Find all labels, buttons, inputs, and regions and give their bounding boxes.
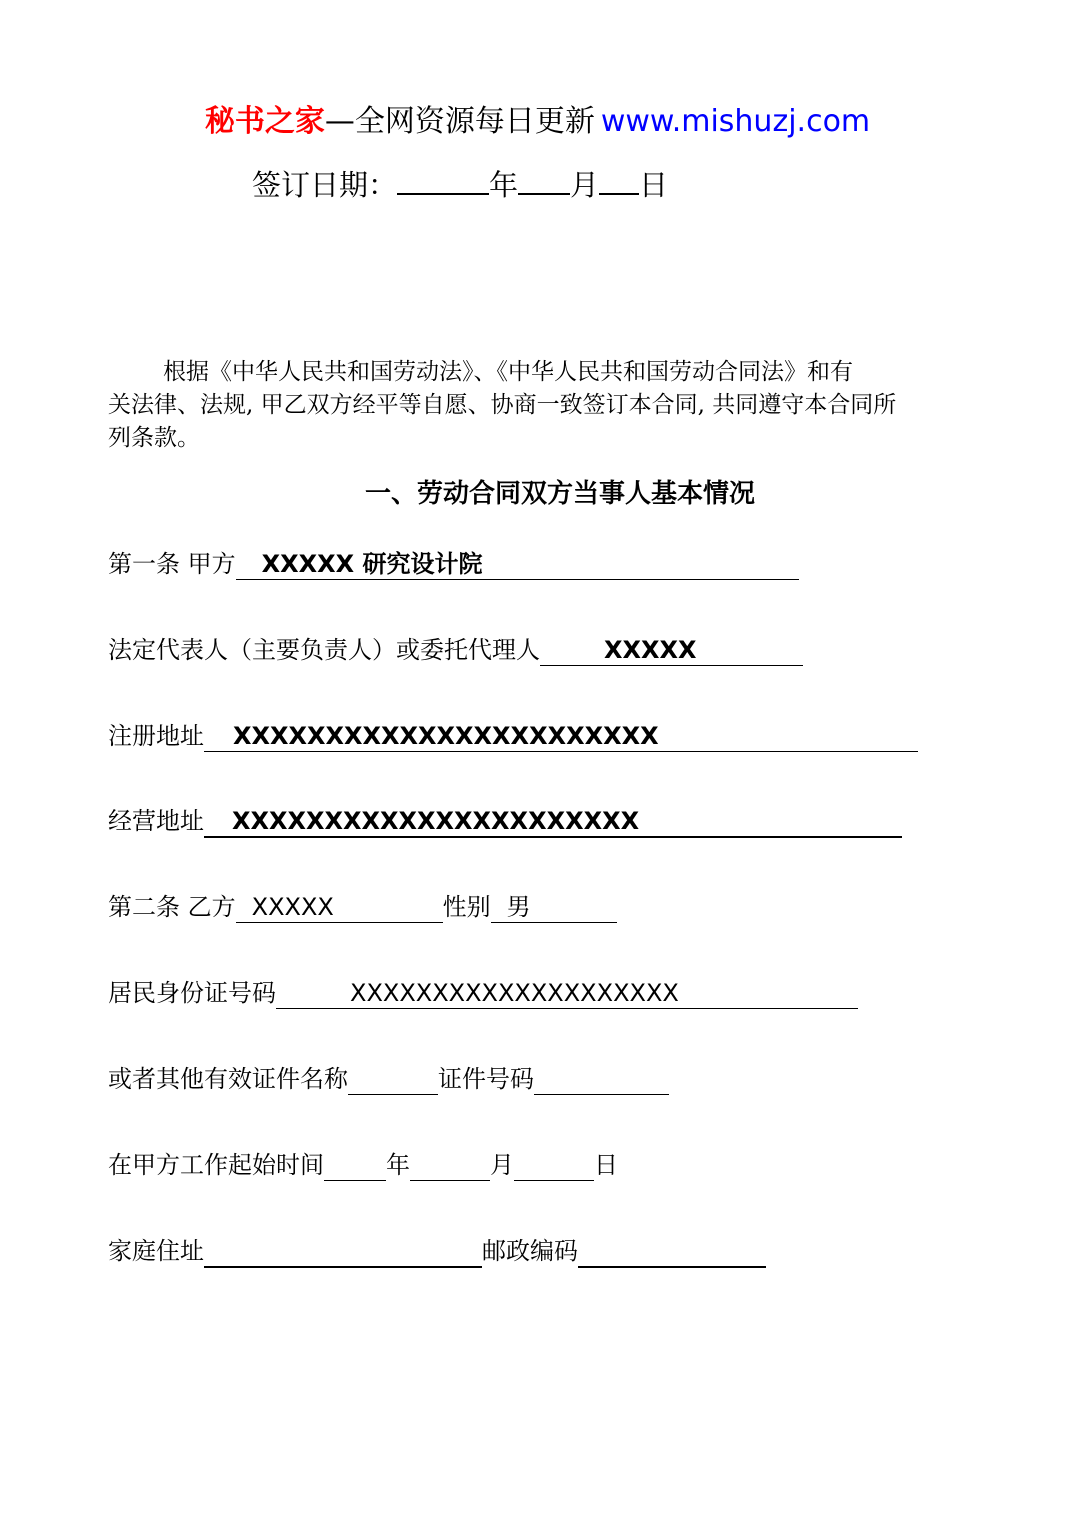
party-a-row: [108, 547, 799, 581]
intro-line: 列条款。: [108, 425, 200, 451]
start-date-month-label: 月: [490, 1151, 514, 1179]
start-date-year-label: 年: [386, 1151, 410, 1179]
party-a-value: XXXXX 研究设计院: [261, 550, 483, 578]
party-b-value: XXXXX: [251, 893, 334, 921]
sign-date: [252, 163, 668, 206]
website-link[interactable]: www.mishuzj.com: [600, 104, 871, 139]
site-header: [0, 100, 1075, 144]
start-date-day-field[interactable]: [514, 1148, 594, 1181]
start-date-label: 在甲方工作起始时间: [108, 1151, 324, 1179]
home-address-row: [108, 1234, 766, 1268]
sign-date-month-blank[interactable]: [518, 163, 570, 195]
home-address-field[interactable]: [204, 1234, 482, 1268]
party-b-field[interactable]: [236, 890, 443, 923]
sign-date-day-label: 日: [639, 168, 669, 202]
sign-date-day-blank[interactable]: [599, 163, 639, 195]
business-address-field[interactable]: [204, 804, 902, 838]
sign-date-label: 签订日期：: [252, 168, 398, 202]
gender-value: 男: [506, 893, 531, 921]
registered-address-field[interactable]: [204, 719, 918, 752]
representative-row: [108, 633, 803, 667]
id-number-label: 居民身份证号码: [108, 979, 276, 1007]
start-date-month-field[interactable]: [410, 1148, 490, 1181]
other-id-row: [108, 1062, 669, 1096]
intro-line: 根据《中华人民共和国劳动法》、《中华人民共和国劳动合同法》和有: [163, 359, 853, 385]
party-b-row: [108, 890, 617, 924]
id-number-field[interactable]: [276, 976, 858, 1009]
business-address-value: XXXXXXXXXXXXXXXXXXXXXX: [232, 807, 640, 835]
postal-code-label: 邮政编码: [482, 1237, 578, 1265]
home-address-label: 家庭住址: [108, 1237, 204, 1265]
registered-address-value: XXXXXXXXXXXXXXXXXXXXXXX: [233, 722, 659, 750]
sign-date-year-label: 年: [489, 168, 519, 202]
gender-label: 性别: [442, 893, 491, 921]
other-id-label: 或者其他有效证件名称: [108, 1065, 348, 1093]
start-date-day-label: 日: [594, 1151, 618, 1179]
registered-address-label: 注册地址: [108, 722, 204, 750]
party-a-field[interactable]: [236, 547, 799, 580]
business-address-row: [108, 804, 902, 838]
postal-code-field[interactable]: [578, 1234, 766, 1268]
representative-field[interactable]: [540, 633, 803, 666]
representative-label: 法定代表人（主要负责人）或委托代理人: [108, 636, 540, 664]
intro-line: 关法律、法规, 甲乙双方经平等自愿、协商一致签订本合同, 共同遵守本合同所: [108, 392, 897, 418]
brand-name: 秘书之家: [204, 104, 325, 139]
registered-address-row: [108, 719, 918, 753]
start-date-row: [108, 1148, 618, 1182]
gender-field[interactable]: [491, 890, 617, 923]
sign-date-year-blank[interactable]: [397, 163, 489, 195]
id-number-row: [108, 976, 858, 1010]
other-id-number-label: 证件号码: [438, 1065, 534, 1093]
other-id-number-field[interactable]: [534, 1062, 669, 1095]
business-address-label: 经营地址: [108, 807, 204, 835]
start-date-year-field[interactable]: [324, 1148, 386, 1181]
id-number-value: XXXXXXXXXXXXXXXXXXXX: [350, 979, 679, 1007]
party-b-label: 第二条 乙方: [108, 893, 236, 921]
other-id-name-field[interactable]: [348, 1062, 438, 1095]
party-a-label: 第一条 甲方: [108, 550, 236, 578]
slogan: —全网资源每日更新: [324, 104, 595, 139]
representative-value: XXXXX: [604, 636, 697, 664]
intro-paragraph: [108, 356, 968, 455]
section-heading: 一、劳动合同双方当事人基本情况: [364, 479, 755, 509]
sign-date-month-label: 月: [570, 168, 600, 202]
